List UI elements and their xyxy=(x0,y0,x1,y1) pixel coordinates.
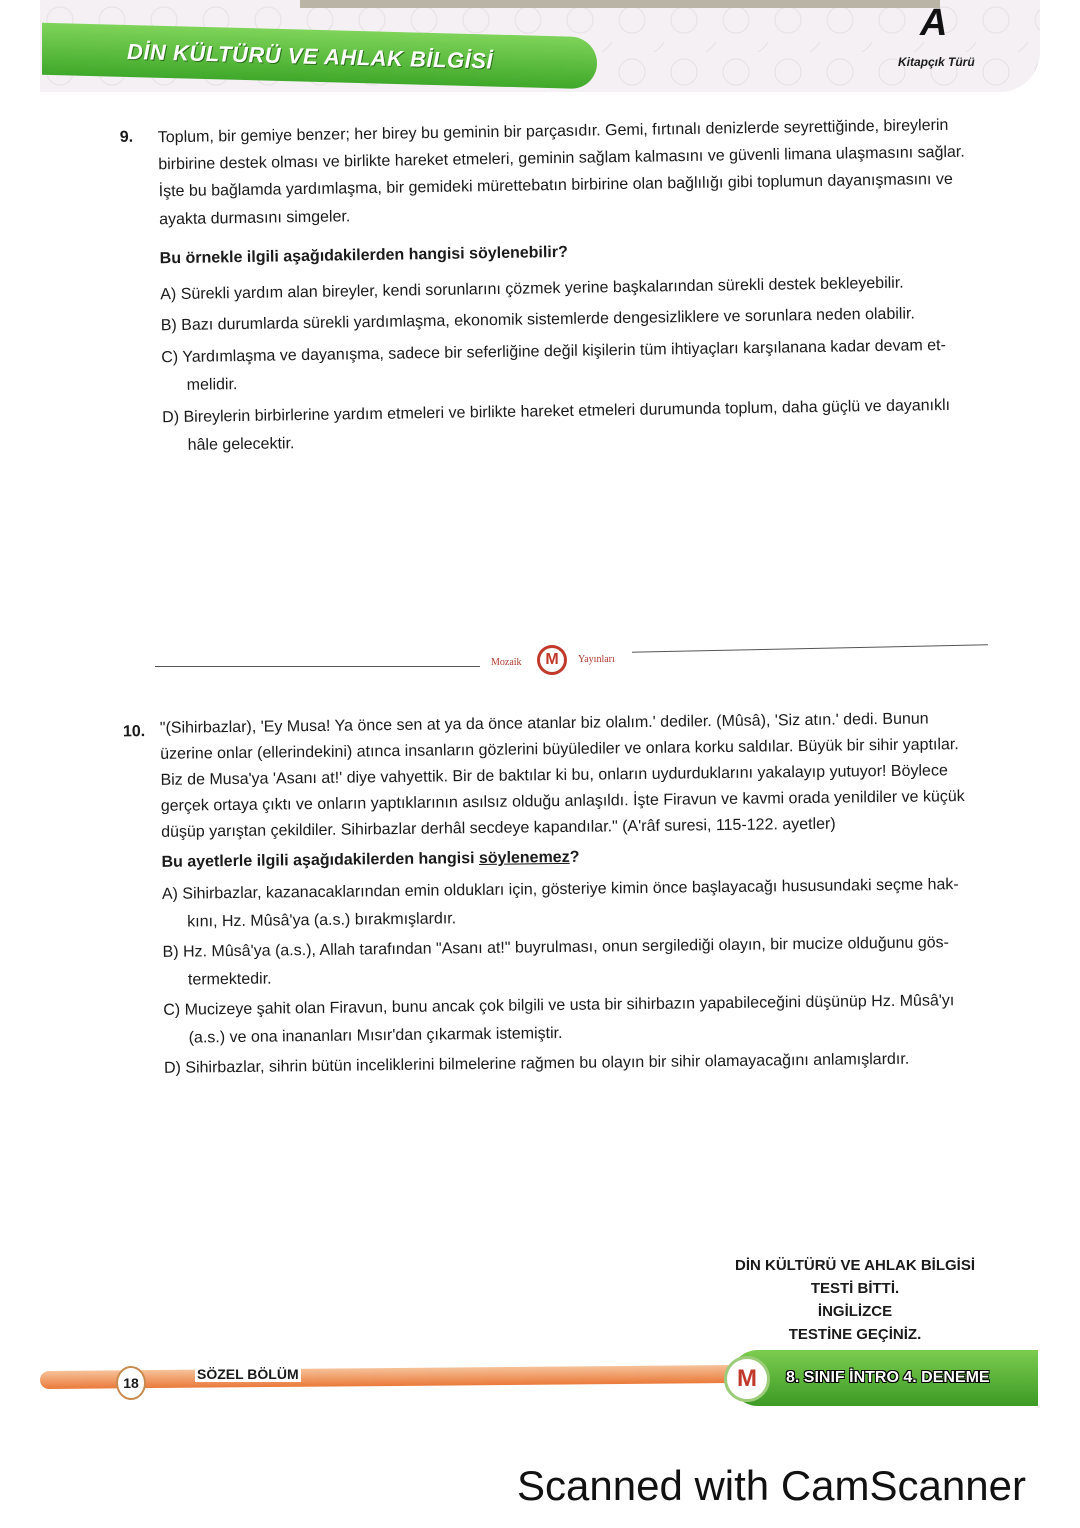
stem-end: ? xyxy=(569,848,580,866)
passage-line: Biz de Musa'ya 'Asanı at!' diye vahyettik. Bir de baktılar ki bu, onların uydurduklarını yakalayıp yutuyor! Böylece xyxy=(160,762,948,789)
option-a[interactable] xyxy=(162,877,959,903)
option-text: Yardımlaşma ve dayanışma, sadece bir seferliğine değil kişilerin tüm ihtiyaçları karşılanana kadar devam et- xyxy=(182,336,946,366)
question-number: 10. xyxy=(122,723,146,741)
camscanner-watermark: Scanned with CamScanner xyxy=(517,1462,1026,1509)
question-number: 9. xyxy=(119,128,134,146)
passage-line: ayakta durmasını simgeler. xyxy=(158,208,351,229)
option-label: B) xyxy=(160,317,177,335)
passage-line: üzerine onlar (ellerindekini) atınca insanların gözlerini büyülediler ve onlara korku saldılar. Büyük bir sihir yaptılar. xyxy=(160,736,959,763)
option-b[interactable] xyxy=(163,935,950,961)
option-label: D) xyxy=(162,408,180,427)
end-note-line: İNGİLİZCE xyxy=(817,1303,893,1320)
passage-line: birbirine destek olması ve birlikte hareket etmeleri, geminin sağlam kalmasını ve güvenli limana ulaşmasını sağlar. xyxy=(158,143,965,174)
exam-title: 8. SINIF İNTRO 4. DENEME xyxy=(786,1369,990,1386)
option-label: C) xyxy=(163,1001,181,1019)
booklet-letter: A xyxy=(920,2,948,44)
booklet-label: Kitapçık Türü xyxy=(898,55,975,69)
option-text: Mucizeye şahit olan Firavun, bunu ancak çok bilgili ve usta bir sihirbazın yapabileceğini düşünüp Hz. Mûsâ'yı xyxy=(184,992,955,1019)
end-note-line: TESTİNE GEÇİNİZ. xyxy=(788,1326,922,1343)
option-text-cont: melidir. xyxy=(186,376,238,394)
option-text-cont: (a.s.) ve ona inananları Mısır'dan çıkarmak istemiştir. xyxy=(188,1024,563,1047)
footer-logo: M xyxy=(724,1356,770,1402)
section-label: SÖZEL BÖLÜM xyxy=(197,1366,299,1382)
page-number: 18 xyxy=(116,1366,146,1400)
option-text: Sürekli yardım alan bireyler, kendi sorunlarını çözmek yerine başkalarından sürekli destek bekleyebilir. xyxy=(180,274,904,303)
passage-line: İşte bu bağlamda yardımlaşma, bir gemideki mürettebatın birbirine olan bağlılığı gibi toplumun dayanışmasını ve xyxy=(158,170,953,201)
end-note-line: DİN KÜLTÜRÜ VE AHLAK BİLGİSİ xyxy=(735,1257,975,1274)
passage-line: gerçek ortaya çıktı ve onların yaptıklarının asılsız olduğu anlaşıldı. İşte Firavun ve kavmi orada yenildiler ve küçük xyxy=(160,788,965,815)
end-note-line: TESTİ BİTTİ. xyxy=(810,1280,900,1297)
option-d[interactable] xyxy=(164,1052,909,1077)
option-text-cont: hâle gelecektir. xyxy=(187,435,295,454)
option-text-cont: termektedir. xyxy=(187,970,272,989)
subject-title: DİN KÜLTÜRÜ VE AHLAK BİLGİSİ xyxy=(127,38,493,74)
publisher-right: Yayınları xyxy=(578,654,615,665)
option-label: D) xyxy=(163,1059,182,1077)
passage-line: düşüp yarıştan çekildiler. Sihirbazlar derhâl secdeye kapandılar." (A'râf suresi, 115-122. ayetler) xyxy=(161,815,836,841)
option-label: C) xyxy=(161,348,179,367)
option-label: A) xyxy=(161,885,179,903)
option-text: Sihirbazlar, kazanacaklarından emin oldukları için, gösteriye kimin önce başlayacağı hususundaki seçme hak- xyxy=(182,876,959,903)
stem-text: Bu ayetlerle ilgili aşağıdakilerden hangisi xyxy=(161,849,480,871)
option-text: Bireylerin birbirlerine yardım etmeleri ve birlikte hareket etmeleri durumunda toplum, daha güçlü ve dayanıklı xyxy=(183,396,951,426)
option-label: B) xyxy=(162,943,179,961)
stem-emphasis: söylenemez xyxy=(478,848,570,867)
passage-line: "(Sihirbazlar), 'Ey Musa! Ya önce sen at ya da önce atanlar biz olalım.' dediler. (Mûsâ), 'Siz atın.' dedi. Bunun xyxy=(159,710,929,737)
option-text: Sihirbazlar, sihrin bütün inceliklerini bilmelerine rağmen bu olayın bir sihir olamayacağını anlamışlardır. xyxy=(185,1050,910,1077)
question-stem xyxy=(161,850,579,871)
passage-line: Toplum, bir gemiye benzer; her birey bu geminin bir parçasıdır. Gemi, fırtınalı denizlerde seyrettiğinde, bireylerin xyxy=(157,116,949,147)
option-text: Bazı durumlarda sürekli yardımlaşma, ekonomik sistemlerde dengesizliklere ve sorunlara neden olabilir. xyxy=(181,305,915,334)
question-stem: Bu örnekle ilgili aşağıdakilerden hangisi söylenebilir? xyxy=(159,243,568,268)
publisher-left: Mozaik xyxy=(491,657,522,668)
option-label: A) xyxy=(160,286,177,304)
publisher-logo: M xyxy=(537,645,567,675)
option-text: Hz. Mûsâ'ya (a.s.), Allah tarafından "Asanı at!" buyrulması, onun sergilediği olayın, bir mucize olduğunu gös- xyxy=(182,934,950,961)
option-c[interactable] xyxy=(163,993,954,1019)
option-text-cont: kını, Hz. Mûsâ'ya (a.s.) bırakmışlardır. xyxy=(187,910,457,931)
